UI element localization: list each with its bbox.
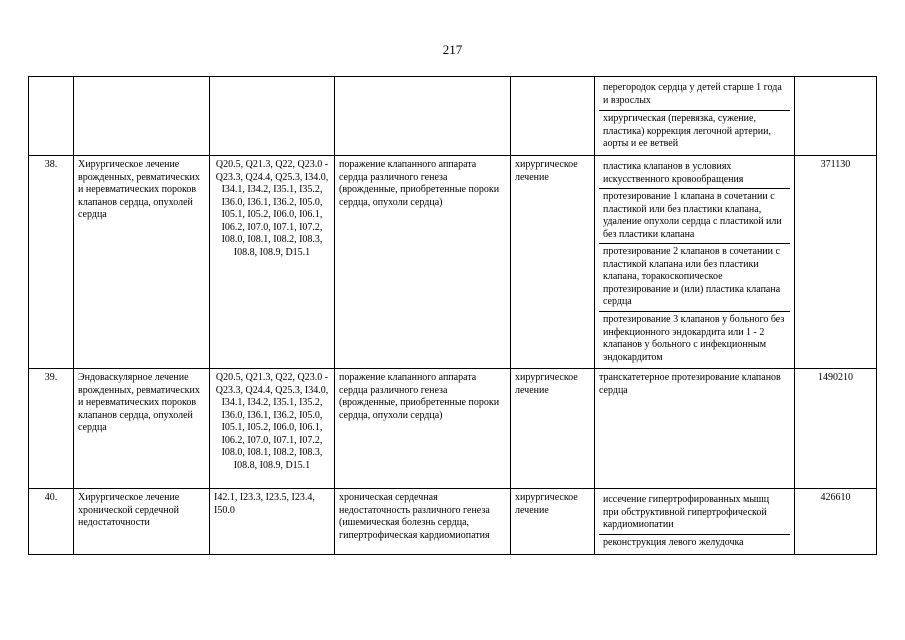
cell-methods	[595, 156, 795, 369]
method-item: протезирование 1 клапана в сочетании с пластикой или без пластики клапана, удаление опухоли сердца с пластикой или без пластики клапана	[599, 189, 790, 244]
patient-model: поражение клапанного аппарата сердца различного генеза (врожденные, приобретенные пороки сердца, опухоли сердца)	[335, 156, 511, 369]
carry-over-row	[29, 77, 877, 156]
cell-name	[74, 77, 210, 156]
methods-list	[599, 80, 790, 153]
row-number: 38.	[29, 156, 74, 369]
cell-type	[511, 77, 595, 156]
treatment-name: Хирургическое лечение хронической сердечной недостаточности	[74, 489, 210, 555]
financial-norm: 426610	[795, 489, 877, 555]
patient-model: поражение клапанного аппарата сердца различного генеза (врожденные, приобретенные пороки сердца, опухоли сердца)	[335, 369, 511, 489]
methods-list	[599, 159, 790, 366]
method-item: протезирование 3 клапанов у больного без инфекционного эндокардита или 1 - 2 клапанов у больного с инфекционным эндокардитом	[603, 314, 785, 363]
methods-list	[599, 492, 790, 552]
financial-norm: 1490210	[795, 369, 877, 489]
cell-norm	[795, 77, 877, 156]
icd-codes: I42.1, I23.3, I23.5, I23.4, I50.0	[210, 489, 335, 555]
method-item: пластика клапанов в условиях искусственного кровообращения	[599, 159, 790, 189]
patient-model: хроническая сердечная недостаточность различного генеза (ишемическая болезнь сердца, гипертрофическая кардиомиопатия	[335, 489, 511, 555]
icd-codes: Q20.5, Q21.3, Q22, Q23.0 - Q23.3, Q24.4, Q25.3, I34.0, I34.1, I34.2, I35.1, I35.2, I36.0, I36.1, I36.2, I05.0, I05.1, I05.2, I06.0, I06.1, I06.2, I07.0, I07.1, I07.2, I08.0, I08.1, I08.2, I08.3, I08.8, I08.9, D15.1	[210, 369, 335, 489]
treatment-name: Эндоваскулярное лечение врожденных, ревматических и неревматических пороков клапанов сердца, опухолей сердца	[74, 369, 210, 489]
cell-methods	[595, 77, 795, 156]
method-item: реконструкция левого желудочка	[603, 537, 744, 548]
cell-codes	[210, 77, 335, 156]
treatment-type: хирургическое лечение	[511, 369, 595, 489]
method-item: протезирование 2 клапанов в сочетании с пластикой клапана или без пластики клапана, торакоскопическое протезирование и (или) пластика клапана сердца	[599, 244, 790, 312]
row-number: 40.	[29, 489, 74, 555]
method-item: иссечение гипертрофированных мышц при обструктивной гипертрофической кардиомиопатии	[599, 492, 790, 535]
table-row	[29, 369, 877, 489]
table-row	[29, 489, 877, 555]
medical-care-table	[28, 76, 877, 555]
method-item: транскатетерное протезирование клапанов сердца	[595, 369, 795, 489]
cell-model	[335, 77, 511, 156]
cell-num	[29, 77, 74, 156]
method-item: хирургическая (перевязка, сужение, пластика) коррекция легочной артерии, аорты и ее ветвей	[603, 113, 771, 149]
method-item: перегородок сердца у детей старше 1 года и взрослых	[599, 80, 790, 111]
financial-norm: 371130	[795, 156, 877, 369]
treatment-type: хирургическое лечение	[511, 489, 595, 555]
cell-methods	[595, 489, 795, 555]
treatment-name: Хирургическое лечение врожденных, ревматических и неревматических пороков клапанов сердца, опухолей сердца	[74, 156, 210, 369]
table-row	[29, 156, 877, 369]
page-number: 217	[442, 42, 463, 57]
row-number: 39.	[29, 369, 74, 489]
treatment-type: хирургическое лечение	[511, 156, 595, 369]
icd-codes: Q20.5, Q21.3, Q22, Q23.0 - Q23.3, Q24.4, Q25.3, I34.0, I34.1, I34.2, I35.1, I35.2, I36.0, I36.1, I36.2, I05.0, I05.1, I05.2, I06.0, I06.1, I06.2, I07.0, I07.1, I07.2, I08.0, I08.1, I08.2, I08.3, I08.8, I08.9, D15.1	[210, 156, 335, 369]
